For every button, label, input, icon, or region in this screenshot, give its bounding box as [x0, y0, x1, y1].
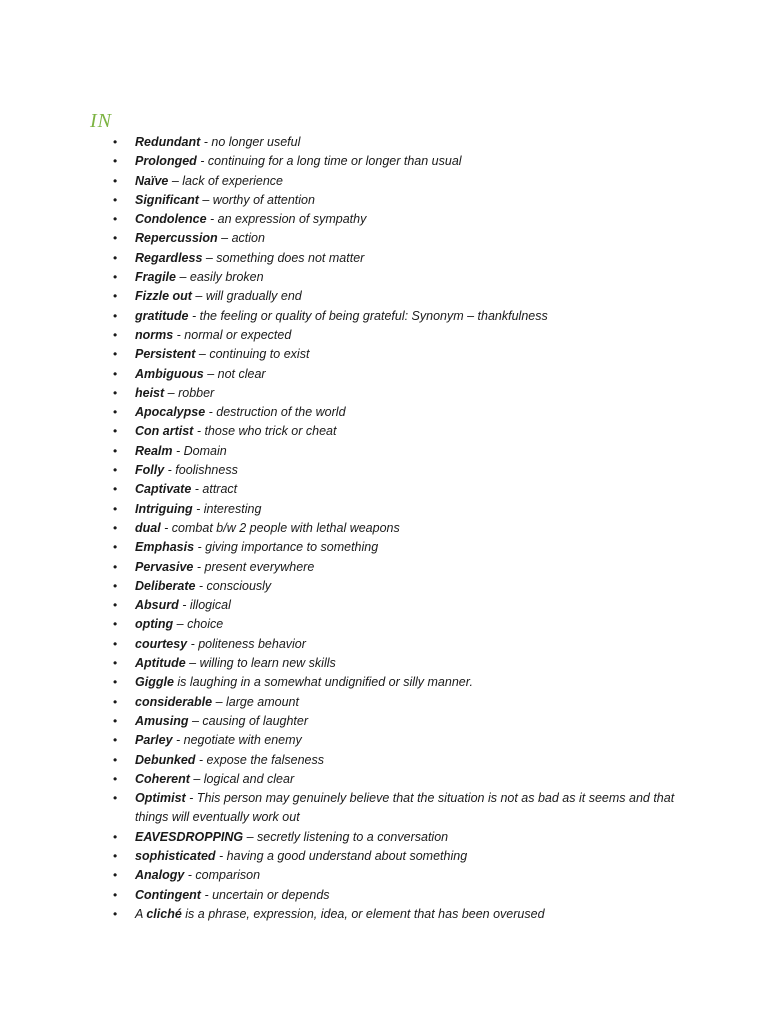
vocab-term: Fragile: [135, 270, 176, 285]
bullet-icon: •: [113, 482, 118, 497]
list-item: [0, 307, 768, 326]
vocab-term: Pervasive: [135, 559, 194, 574]
vocab-definition: – robber: [164, 385, 215, 400]
vocab-definition: – lack of experience: [168, 173, 284, 188]
vocab-definition: - This person may genuinely believe that the situation is not as bad as it seems and that things will eventually work out: [135, 791, 675, 825]
list-item: [0, 403, 768, 422]
vocab-definition: - Domain: [172, 443, 227, 458]
bullet-icon: •: [113, 501, 118, 516]
vocab-term: Giggle: [135, 675, 174, 690]
list-item: [0, 172, 768, 191]
bullet-icon: •: [113, 848, 118, 863]
bullet-icon: •: [113, 424, 118, 439]
item-prefix: A: [135, 906, 147, 921]
vocab-definition: - those who trick or cheat: [193, 424, 337, 439]
vocab-term: heist: [135, 385, 165, 400]
vocab-definition: - consciously: [195, 578, 272, 593]
bullet-icon: •: [113, 713, 118, 728]
list-item: [0, 133, 768, 152]
bullet-icon: •: [113, 308, 118, 323]
vocab-term: Fizzle out: [135, 289, 192, 304]
vocab-definition: – continuing to exist: [195, 347, 310, 362]
bullet-icon: •: [113, 636, 118, 651]
vocab-term: Ambiguous: [135, 366, 204, 381]
bullet-icon: •: [113, 405, 118, 420]
vocab-definition: - comparison: [184, 868, 261, 883]
bullet-icon: •: [113, 385, 118, 400]
list-item: [0, 654, 768, 673]
list-item: [0, 442, 768, 461]
vocab-term: Aptitude: [135, 656, 186, 671]
bullet-icon: •: [113, 250, 118, 265]
bullet-icon: •: [113, 578, 118, 593]
vocab-term: Coherent: [135, 771, 190, 786]
bullet-icon: •: [113, 868, 118, 883]
bullet-icon: •: [113, 540, 118, 555]
list-item: [0, 693, 768, 712]
vocab-term: Deliberate: [135, 578, 196, 593]
bullet-icon: •: [113, 559, 118, 574]
vocab-definition: is a phrase, expression, idea, or element that has been overused: [181, 906, 545, 921]
bullet-icon: •: [113, 598, 118, 613]
list-item: [0, 635, 768, 654]
list-item: [0, 500, 768, 519]
vocab-term: Folly: [135, 463, 165, 478]
list-item: [0, 480, 768, 499]
list-item: [0, 326, 768, 345]
vocab-definition: - negotiate with enemy: [172, 733, 302, 748]
bullet-icon: •: [113, 771, 118, 786]
vocab-definition: – worthy of attention: [198, 192, 315, 207]
bullet-icon: •: [113, 347, 118, 362]
vocab-term: opting: [135, 617, 174, 632]
vocab-definition: - giving importance to something: [194, 540, 379, 555]
vocab-term: Regardless: [135, 250, 203, 265]
vocab-term: considerable: [135, 694, 213, 709]
list-item: [0, 519, 768, 538]
list-item: [0, 268, 768, 287]
vocab-term: Persistent: [135, 347, 196, 362]
list-item: [0, 249, 768, 268]
list-item: [0, 365, 768, 384]
vocab-definition: - foolishness: [164, 463, 238, 478]
vocab-definition: – secretly listening to a conversation: [243, 829, 449, 844]
bullet-icon: •: [113, 694, 118, 709]
list-item: [0, 461, 768, 480]
bullet-icon: •: [113, 443, 118, 458]
bullet-icon: •: [113, 366, 118, 381]
vocab-term: Amusing: [135, 713, 189, 728]
vocab-definition: – will gradually end: [191, 289, 302, 304]
vocab-definition: - no longer useful: [200, 135, 301, 149]
bullet-icon: •: [113, 154, 118, 169]
list-item: [0, 577, 768, 596]
bullet-icon: •: [113, 752, 118, 767]
bullet-icon: •: [113, 520, 118, 535]
vocab-definition: - the feeling or quality of being grateful: Synonym – thankfulness: [188, 308, 548, 323]
list-item: [0, 538, 768, 557]
list-item: [0, 558, 768, 577]
bullet-icon: •: [113, 733, 118, 748]
bullet-icon: •: [113, 135, 118, 149]
list-item: [0, 384, 768, 403]
bullet-icon: •: [113, 887, 118, 902]
vocab-term: EAVESDROPPING: [135, 829, 244, 844]
bullet-icon: •: [113, 617, 118, 632]
vocab-term: Condolence: [135, 212, 207, 227]
vocabulary-list: [0, 133, 768, 924]
list-item: [0, 152, 768, 171]
vocab-term: Significant: [135, 192, 199, 207]
vocab-term: dual: [135, 520, 161, 535]
section-heading: IN: [90, 110, 112, 132]
bullet-icon: •: [113, 327, 118, 342]
list-item: [0, 210, 768, 229]
list-item: [0, 789, 768, 828]
vocab-term: gratitude: [135, 308, 189, 323]
list-item: [0, 596, 768, 615]
list-item: [0, 191, 768, 210]
bullet-icon: •: [113, 231, 118, 246]
bullet-icon: •: [113, 906, 118, 921]
vocab-term: Absurd: [135, 598, 179, 613]
bullet-icon: •: [113, 270, 118, 285]
vocab-term: courtesy: [135, 636, 188, 651]
list-item: [0, 731, 768, 750]
vocab-term: Prolonged: [135, 154, 197, 169]
vocab-term: Emphasis: [135, 540, 195, 555]
list-item: [0, 345, 768, 364]
vocab-definition: – logical and clear: [189, 771, 295, 786]
bullet-icon: •: [113, 463, 118, 478]
vocab-definition: - present everywhere: [193, 559, 315, 574]
vocab-definition: - having a good understand about something: [215, 848, 468, 863]
vocab-term: Realm: [135, 443, 173, 458]
list-item: [0, 828, 768, 847]
vocab-definition: - illogical: [178, 598, 231, 613]
list-item: [0, 422, 768, 441]
bullet-icon: •: [113, 829, 118, 844]
list-item: [0, 866, 768, 885]
vocab-term: Analogy: [135, 868, 185, 883]
bullet-icon: •: [113, 675, 118, 690]
vocab-term: sophisticated: [135, 848, 216, 863]
vocab-definition: - an expression of sympathy: [206, 212, 367, 227]
list-item: [0, 712, 768, 731]
list-item: [0, 751, 768, 770]
vocab-term: Optimist: [135, 791, 186, 806]
vocab-definition: - normal or expected: [173, 327, 292, 342]
vocab-definition: - uncertain or depends: [200, 887, 330, 902]
vocab-definition: – large amount: [212, 694, 299, 709]
vocab-definition: – easily broken: [176, 270, 264, 285]
vocab-definition: - politeness behavior: [187, 636, 306, 651]
vocab-term: norms: [135, 327, 174, 342]
vocab-definition: – causing of laughter: [188, 713, 309, 728]
vocab-definition: – choice: [173, 617, 224, 632]
vocab-term: Con artist: [135, 424, 194, 439]
vocab-term: Apocalypse: [135, 405, 206, 420]
bullet-icon: •: [113, 791, 118, 806]
list-item: [0, 847, 768, 866]
vocab-term: Contingent: [135, 887, 201, 902]
list-item: [0, 229, 768, 248]
vocab-term: Debunked: [135, 752, 196, 767]
vocab-term: Redundant: [135, 135, 201, 149]
bullet-icon: •: [113, 289, 118, 304]
vocab-definition: – willing to learn new skills: [185, 656, 336, 671]
vocab-term: Captivate: [135, 482, 192, 497]
vocab-term: Repercussion: [135, 231, 218, 246]
vocab-definition: is laughing in a somewhat undignified or silly manner.: [173, 675, 473, 690]
bullet-icon: •: [113, 212, 118, 227]
list-item: [0, 905, 768, 924]
vocab-definition: - destruction of the world: [205, 405, 346, 420]
vocab-definition: - combat b/w 2 people with lethal weapons: [160, 520, 400, 535]
list-item: [0, 673, 768, 692]
bullet-icon: •: [113, 173, 118, 188]
bullet-icon: •: [113, 192, 118, 207]
bullet-icon: •: [113, 656, 118, 671]
vocab-term: Intriguing: [135, 501, 193, 516]
vocab-definition: - attract: [191, 482, 238, 497]
vocab-definition: – not clear: [203, 366, 266, 381]
list-item: [0, 770, 768, 789]
list-item: [0, 886, 768, 905]
vocab-term: Naïve: [135, 173, 169, 188]
vocab-definition: – action: [217, 231, 265, 246]
vocab-term: cliché: [146, 906, 182, 921]
list-item: [0, 615, 768, 634]
list-item: [0, 287, 768, 306]
vocab-definition: - expose the falseness: [195, 752, 324, 767]
vocab-definition: - interesting: [192, 501, 262, 516]
vocab-term: Parley: [135, 733, 173, 748]
vocab-definition: – something does not matter: [202, 250, 365, 265]
vocab-definition: - continuing for a long time or longer than usual: [196, 154, 462, 169]
